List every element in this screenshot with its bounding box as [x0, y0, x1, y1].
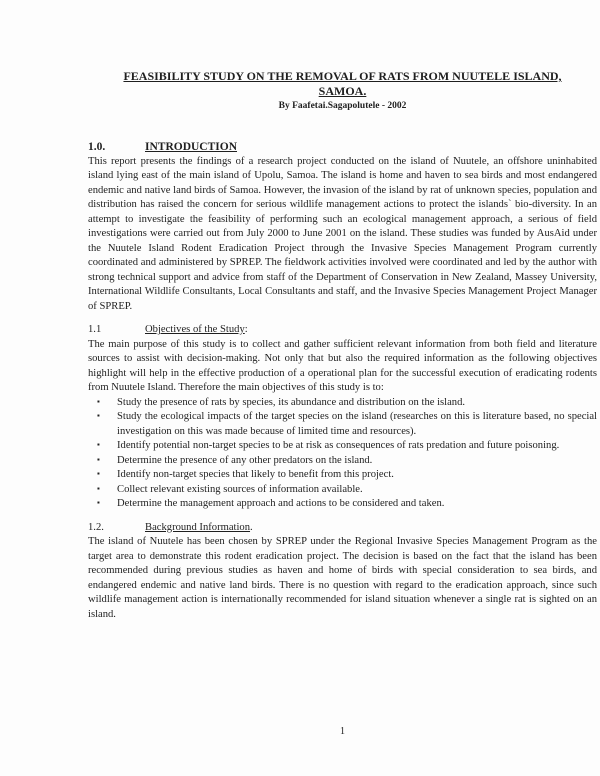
- section-title: INTRODUCTION: [145, 141, 238, 153]
- page-content: [88, 69, 597, 622]
- section-title-suffix: .: [250, 521, 253, 533]
- section-heading-objectives: [88, 323, 597, 338]
- section-heading-introduction: [88, 140, 597, 155]
- page-number: 1: [340, 726, 345, 737]
- introduction-paragraph: This report presents the findings of a research project conducted on the island of Nuutele, an offshore uninhabited island lying east of the main island of Upolu, Samoa. The island is home and haven to sea birds and most endangered endemic and native land birds of Samoa. However, the invasion of the island by rat of unknown species, population and distribution has raised the concern for serious wildlife management actions to protect the islands` bio-diversity. In an attempt to investigate the feasibility of performing such an ecological management approach, a serious of field investigations were carried out from July 2000 to June 2001 on the island. These studies was funded by AusAid under the Nuutele Island Rodent Eradication Project through the Invasive Species Management Program currently coordinated and administered by SPREP. The fieldwork activities involved were coordinated and led by the author with strong technical support and advice from staff of the Department of Conservation in New Zealand, Massey University, International Wildlife Consultants, Local Consultants and staff, and the Invasive Species Management Project Manager of SPREP.: [88, 155, 597, 312]
- bullet-square-icon: ▪: [97, 396, 100, 406]
- bullet-text: Determine the management approach and actions to be considered and taken.: [117, 498, 445, 509]
- bullet-item: [88, 468, 597, 483]
- document-title-line2: SAMOA.: [318, 83, 367, 98]
- bullet-item: [88, 396, 597, 411]
- section-number: 1.2.: [88, 521, 104, 533]
- bullet-text: Study the presence of rats by species, its abundance and distribution on the island.: [117, 396, 466, 408]
- bullet-text: Collect relevant existing sources of information available.: [117, 483, 363, 495]
- bullet-item: [88, 439, 597, 454]
- bullet-item: [88, 483, 597, 498]
- section-title: Background Information: [145, 521, 251, 533]
- bullet-item: [88, 454, 597, 469]
- section-number: 1.1: [88, 324, 102, 335]
- bullet-square-icon: ▪: [97, 411, 100, 420]
- document-title: [88, 69, 597, 98]
- bullet-square-icon: ▪: [97, 454, 100, 464]
- bullet-text: Identify non-target species that likely to benefit from this project.: [117, 469, 394, 480]
- bullet-text: Study the ecological impacts of the target species on the island (researches on this is literature based, no special investigation on this was made because of limited time and resources).: [117, 411, 597, 437]
- background-paragraph: The island of Nuutele has been chosen by SPREP under the Regional Invasive Species Management Program as the target area to demonstrate this rodent eradication project. The decision is based on the fact that the island has been recommended during previous studies as haven and home of birds with special consideration to sea birds, and endangered endemic and native land birds. There is no question with regard to the eradication approach, since such wildlife management action is internationally recommended for island situation whenever a single rat is sighted on an island.: [88, 536, 597, 620]
- bullet-text: Identify potential non-target species to be at risk as consequences of rats predation and future poisoning.: [117, 440, 560, 451]
- objectives-bullet-list: [88, 396, 597, 512]
- byline: By Faafetai.Sagapolutele - 2002: [278, 101, 407, 111]
- document-title-line1: FEASIBILITY STUDY ON THE REMOVAL OF RATS FROM NUUTELE ISLAND,: [123, 69, 562, 83]
- section-title: Objectives of the Study: [145, 324, 245, 335]
- objectives-paragraph: The main purpose of this study is to collect and gather sufficient relevant information from both field and literature sources to assist with decision-making. Not only that but also the required information as the following objectives highlight will help in the effective production of a operational plan for the successful execution of eradicating rodents from Nuutele Island. Therefore the main objectives of this study is to:: [88, 338, 597, 393]
- bullet-square-icon: ▪: [97, 440, 100, 449]
- section-heading-background: [88, 521, 597, 536]
- bullet-item: [88, 497, 597, 512]
- bullet-item: [88, 410, 597, 439]
- bullet-square-icon: ▪: [97, 469, 100, 478]
- section-title-suffix: :: [244, 324, 248, 335]
- bullet-text: Determine the presence of any other predators on the island.: [117, 454, 373, 466]
- bullet-square-icon: ▪: [97, 498, 100, 507]
- section-number: 1.0.: [88, 141, 106, 153]
- bullet-square-icon: ▪: [97, 483, 100, 493]
